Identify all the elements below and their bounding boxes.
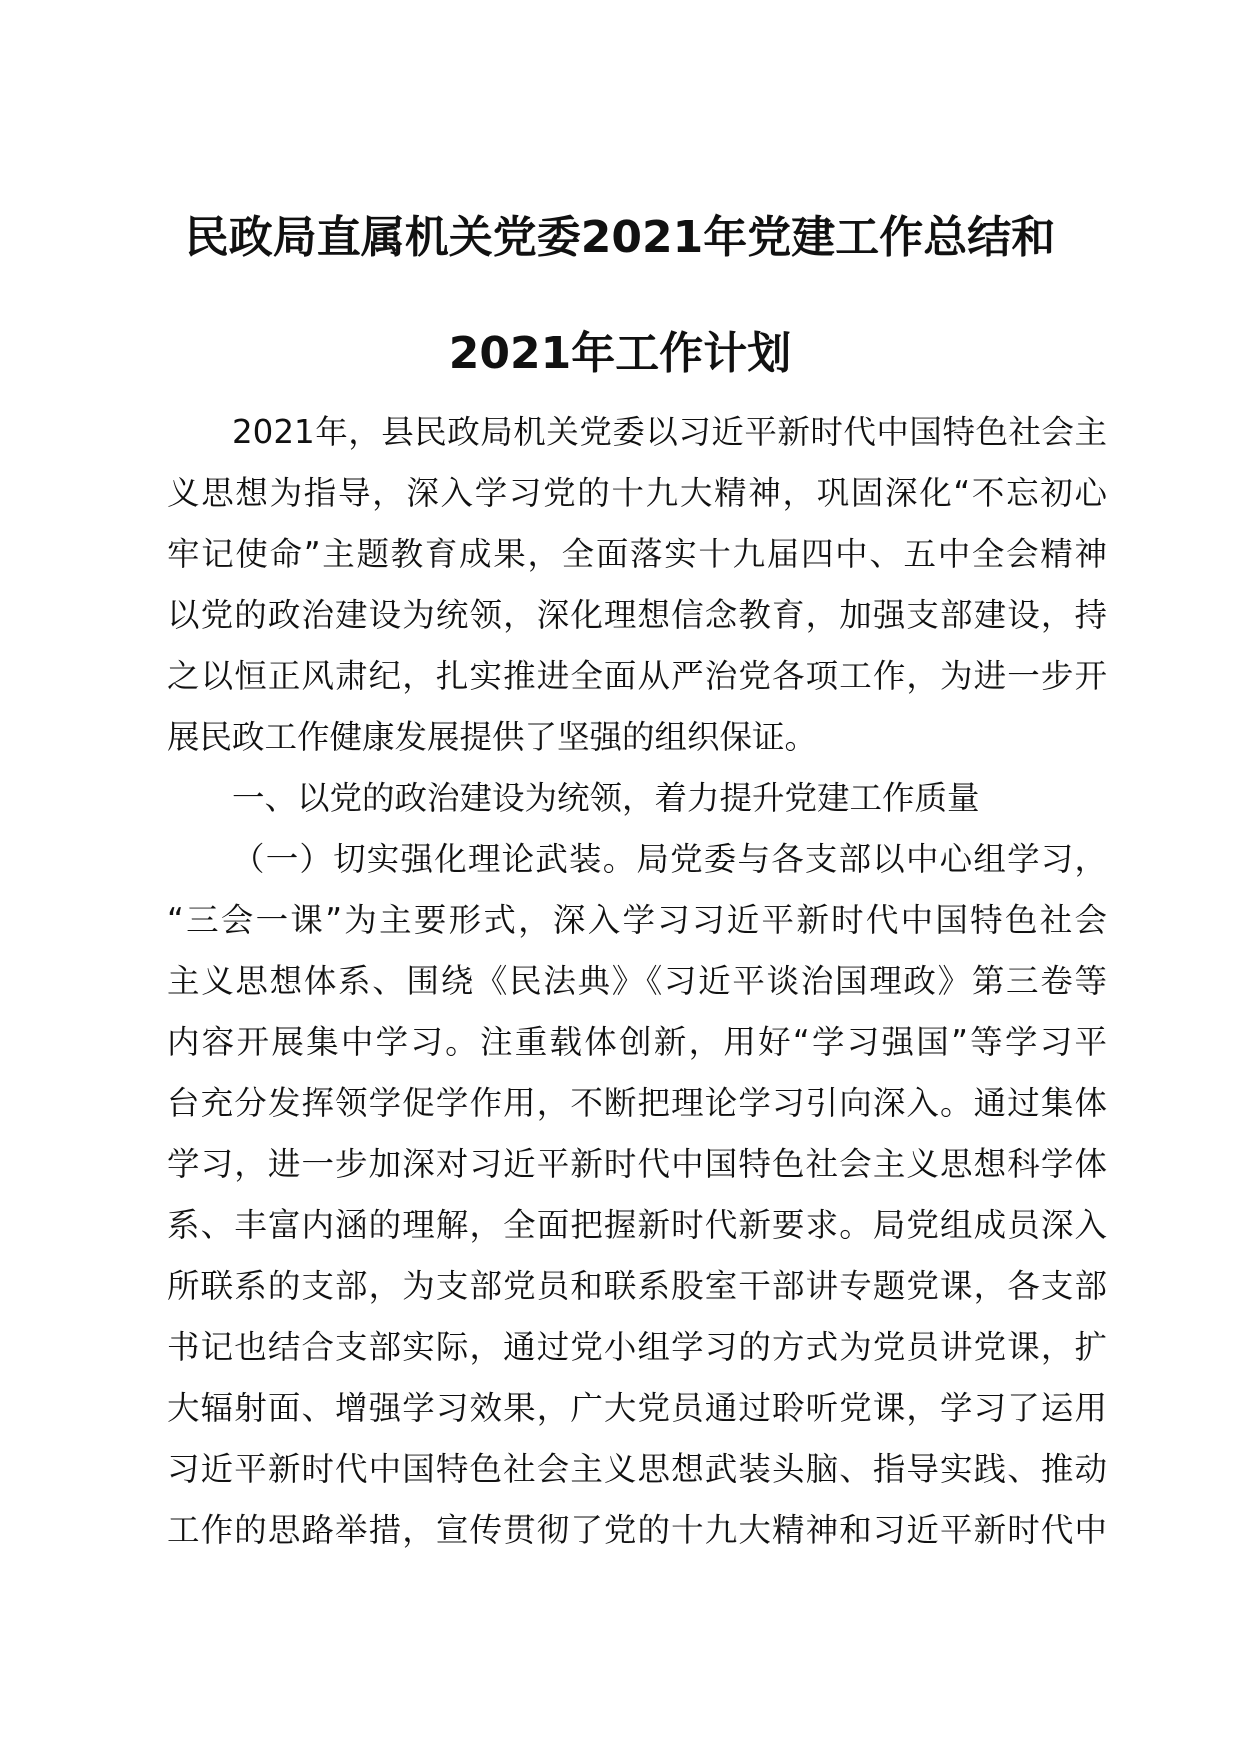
section-heading: 一、以党的政治建设为统领，着力提升党建工作质量 (232, 779, 980, 817)
body-line: 学习，进一步加深对习近平新时代中国特色社会主义思想科学体 (167, 1145, 1107, 1183)
body-line: 内容开展集中学习。注重载体创新，用好“学习强国”等学习平 (167, 1023, 1107, 1061)
body-line: 义思想为指导，深入学习党的十九大精神，巩固深化“不忘初心 (167, 474, 1107, 512)
body-line: 系、丰富内涵的理解，全面把握新时代新要求。局党组成员深入 (167, 1206, 1107, 1244)
body-line: 之以恒正风肃纪，扎实推进全面从严治党各项工作，为进一步开 (167, 657, 1107, 695)
body-line: 大辐射面、增强学习效果，广大党员通过聆听党课，学习了运用 (167, 1389, 1107, 1427)
document-body (167, 402, 1107, 1561)
body-line: 2021年，县民政局机关党委以习近平新时代中国特色社会主 (232, 413, 1107, 451)
body-line: 牢记使命”主题教育成果，全面落实十九届四中、五中全会精神 (167, 535, 1107, 573)
body-line: 书记也结合支部实际，通过党小组学习的方式为党员讲党课，扩 (167, 1328, 1107, 1366)
document-title-line-1: 民政局直属机关党委2021年党建工作总结和 (184, 212, 1056, 263)
body-line: 主义思想体系、围绕《民法典》《习近平谈治国理政》第三卷等 (167, 962, 1107, 1000)
body-line: （一）切实强化理论武装。局党委与各支部以中心组学习， (232, 840, 1107, 878)
document-title-line-2: 2021年工作计划 (448, 328, 792, 379)
body-line: “三会一课”为主要形式，深入学习习近平新时代中国特色社会 (167, 901, 1107, 939)
body-line: 台充分发挥领学促学作用，不断把理论学习引向深入。通过集体 (167, 1084, 1107, 1122)
body-line: 习近平新时代中国特色社会主义思想武装头脑、指导实践、推动 (167, 1450, 1107, 1488)
body-line: 以党的政治建设为统领，深化理想信念教育，加强支部建设，持 (167, 596, 1107, 634)
body-line: 工作的思路举措，宣传贯彻了党的十九大精神和习近平新时代中 (167, 1511, 1107, 1549)
body-line: 展民政工作健康发展提供了坚强的组织保证。 (167, 718, 818, 756)
body-line: 所联系的支部，为支部党员和联系股室干部讲专题党课，各支部 (167, 1267, 1107, 1305)
